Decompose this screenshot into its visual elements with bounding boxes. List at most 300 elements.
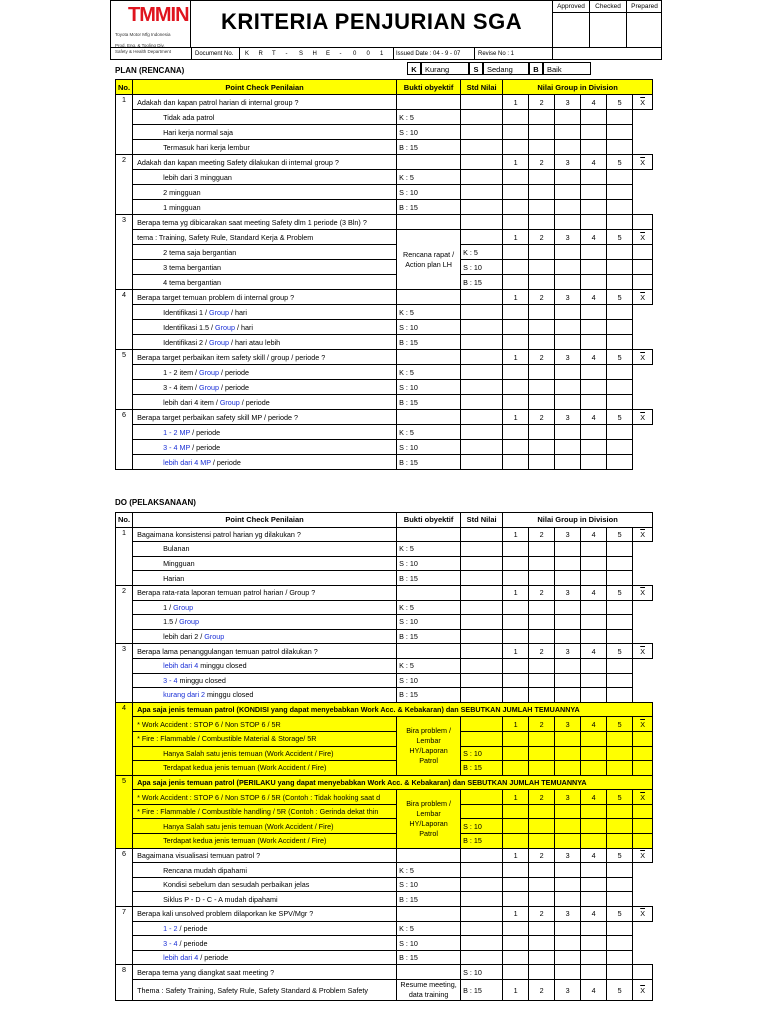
std-empty [461,731,503,746]
option-cell [133,600,397,615]
std-value: S : 10 [397,125,461,140]
option-text: / periode [190,427,221,437]
option-text: 3 - 4 item / [163,382,200,392]
score-cell [503,731,529,746]
score-cell [503,425,529,440]
score-cell [607,658,633,673]
score-cell [555,731,581,746]
std-value: B : 15 [397,571,461,586]
score-cell [461,877,503,892]
col-group: Nilai Group in Division [503,513,653,528]
score-cell [555,629,581,644]
item-no: 8 [116,965,133,1001]
score-cell [529,425,555,440]
score-cell [607,615,633,630]
score-2: 2 [529,155,555,170]
x-bar-symbol: $\overline{X}$ [640,719,645,729]
score-cell [503,804,529,819]
question-row [116,410,653,425]
question-subtext: * Fire : Flammable / Combustible handling / 5R (Contoh : Gerinda dekat thin [133,804,397,819]
x-bar [633,230,653,245]
score-4: 4 [581,848,607,863]
score-3: 3 [555,527,581,542]
score-cell [581,556,607,571]
x-bar-symbol: $\overline{X}$ [640,985,645,995]
score-cell [529,688,555,703]
option-text: / periode [177,938,208,948]
score-cell [529,629,555,644]
score-cell [503,305,529,320]
std-value: B : 15 [397,140,461,155]
score-cell [461,305,503,320]
option-cell [133,440,397,455]
legend-b: B [529,62,543,75]
score-cell [581,834,607,849]
score-5: 5 [607,717,633,732]
score-cell [581,425,607,440]
score-cell [555,834,581,849]
score-cell [555,305,581,320]
score-cell [529,215,555,230]
option-row [116,834,653,849]
question-row [116,95,653,110]
question-subtext: * Work Accident : STOP 6 / Non STOP 6 / 5R [133,717,397,732]
option-text: 1 mingguan [163,202,201,212]
score-cell [581,658,607,673]
option-cell [133,921,397,936]
question-row [116,717,653,732]
score-cell [529,305,555,320]
score-cell [503,863,529,878]
x-bar [633,790,653,805]
score-cell [607,335,633,350]
score-cell [503,615,529,630]
option-row [116,140,653,155]
x-bar [633,527,653,542]
score-cell [555,658,581,673]
score-cell [581,746,607,761]
option-cell [133,892,397,907]
option-row [116,688,653,703]
issued-date: Issued Date : 04 - 9 - 07 [396,51,461,57]
score-cell [461,863,503,878]
doc-no-label: Document No. [195,51,234,57]
score-cell [607,170,633,185]
score-cell [503,834,529,849]
score-2: 2 [529,717,555,732]
col-bukti: Bukti obyektif [397,80,461,95]
score-cell [529,320,555,335]
score-cell [503,335,529,350]
score-cell [607,245,633,260]
std-value: B : 15 [461,834,503,849]
question-subtext: * Work Accident : STOP 6 / Non STOP 6 / 5R (Contoh : Tidak hooking saat d [133,790,397,805]
option-highlight: Group [209,307,230,317]
score-3: 3 [555,350,581,365]
score-cell [607,863,633,878]
score-cell [461,571,503,586]
score-cell [461,629,503,644]
bukti-empty [397,350,461,365]
score-3: 3 [555,410,581,425]
option-highlight: 3 - 4 [163,675,178,685]
score-cell [461,921,503,936]
score-cell [581,863,607,878]
std-value: K : 5 [461,245,503,260]
score-5: 5 [607,527,633,542]
question-row [116,215,653,230]
score-cell [503,140,529,155]
score-5: 5 [607,155,633,170]
std-value: S : 10 [461,819,503,834]
score-cell [461,600,503,615]
score-3: 3 [555,980,581,1001]
score-cell [555,877,581,892]
bukti-empty [397,527,461,542]
option-row [116,125,653,140]
plan-table [115,79,653,470]
option-highlight: 1 - 2 [163,923,178,933]
score-cell [581,936,607,951]
std-value: K : 5 [397,600,461,615]
score-cell [581,804,607,819]
std-empty [461,95,503,110]
question-subtext: Thema : Safety Training, Safety Rule, Safety Standard & Problem Safety [133,980,397,1001]
score-cell [461,892,503,907]
table-header-row [116,80,653,95]
score-cell [633,731,653,746]
score-cell [555,556,581,571]
option-row [116,571,653,586]
document-header [110,0,662,60]
score-cell [529,440,555,455]
score-cell [529,615,555,630]
doc-no-char: E [326,51,331,57]
score-1: 1 [503,410,529,425]
question-row [116,644,653,659]
score-cell [555,380,581,395]
score-cell [503,455,529,470]
question-row [116,731,653,746]
score-cell [529,395,555,410]
score-4: 4 [581,644,607,659]
score-cell [607,440,633,455]
std-empty [461,215,503,230]
doc-no-char: 0 [366,51,370,57]
score-cell [461,455,503,470]
score-2: 2 [529,907,555,922]
score-cell [529,834,555,849]
score-cell [529,380,555,395]
x-bar [633,585,653,600]
score-cell [461,615,503,630]
score-cell [581,185,607,200]
score-cell [555,245,581,260]
score-cell [555,455,581,470]
score-4: 4 [581,907,607,922]
option-row [116,260,653,275]
score-1: 1 [503,644,529,659]
x-bar-symbol: $\overline{X}$ [640,792,645,802]
score-cell [581,365,607,380]
std-value: B : 15 [397,455,461,470]
score-5: 5 [607,980,633,1001]
option-row [116,877,653,892]
score-cell [529,921,555,936]
score-cell [529,455,555,470]
std-value: K : 5 [397,110,461,125]
item-no: 1 [116,527,133,585]
option-row [116,600,653,615]
score-cell [529,260,555,275]
question-text: Bagaimana visualisasi temuan patrol ? [133,848,397,863]
std-value: S : 10 [397,936,461,951]
col-point: Point Check Penilaian [133,513,397,528]
question-text: Apa saja jenis temuan patrol (PERILAKU yang dapat menyebabkan Work Acc. & Kebakaran) dan SEBUTKAN JUMLAH TEMUANNYA [133,775,653,790]
std-value: S : 10 [397,440,461,455]
std-value: B : 15 [461,761,503,776]
score-cell [503,380,529,395]
option-cell [133,245,397,260]
std-value: K : 5 [397,658,461,673]
option-row [116,380,653,395]
option-row [116,921,653,936]
score-cell [607,804,633,819]
score-cell [555,615,581,630]
legend-s-value: Sedang [483,62,529,75]
question-text: Berapa target perbaikan item safety skill / group / periode ? [133,350,397,365]
std-value: B : 15 [397,395,461,410]
option-text: Hanya Salah satu jenis temuan (Work Accident / Fire) [163,748,334,758]
score-cell [607,731,633,746]
score-cell [461,425,503,440]
score-5: 5 [607,350,633,365]
option-text: Bulanan [163,544,190,554]
score-cell [633,761,653,776]
score-cell [555,440,581,455]
x-bar [633,155,653,170]
score-5: 5 [607,848,633,863]
std-empty [461,848,503,863]
option-cell [133,380,397,395]
score-cell [581,305,607,320]
score-cell [503,110,529,125]
score-4: 4 [581,717,607,732]
option-cell [133,556,397,571]
score-cell [529,125,555,140]
option-highlight: Group [219,397,240,407]
option-cell [133,365,397,380]
option-cell [133,275,397,290]
score-2: 2 [529,848,555,863]
option-row [116,542,653,557]
score-4: 4 [581,155,607,170]
score-4: 4 [581,230,607,245]
bukti-empty [397,95,461,110]
score-cell [607,819,633,834]
score-cell [607,965,633,980]
score-cell [555,425,581,440]
question-row [116,350,653,365]
score-cell [529,335,555,350]
score-cell [529,556,555,571]
bukti-obyektif: Resume meeting, data training [397,980,461,1001]
score-cell [633,819,653,834]
question-row [116,527,653,542]
score-cell [529,863,555,878]
score-cell [503,892,529,907]
option-cell [133,395,397,410]
score-cell [633,834,653,849]
score-5: 5 [607,95,633,110]
option-text: / periode [190,442,221,452]
legend-s: S [469,62,483,75]
question-subtext: tema : Training, Safety Rule, Standard Kerja & Problem [133,230,397,245]
score-cell [503,200,529,215]
score-cell [503,658,529,673]
std-empty [461,290,503,305]
question-text: Berapa target temuan problem di internal group ? [133,290,397,305]
question-text: Berapa rata-rata laporan temuan patrol harian / Group ? [133,585,397,600]
score-cell [581,761,607,776]
score-cell [503,215,529,230]
score-cell [529,110,555,125]
std-empty [461,644,503,659]
doc-no-char: - [285,51,288,57]
item-no: 2 [116,585,133,643]
option-highlight: Group [204,632,225,642]
col-no: No. [116,80,133,95]
question-text: Berapa lama penanggulangan temuan patrol dilakukan ? [133,644,397,659]
x-bar-symbol: $\overline{X}$ [640,646,645,656]
score-cell [607,921,633,936]
score-cell [581,335,607,350]
option-cell [133,140,397,155]
doc-no-char: R [258,51,263,57]
company-name: Toyota Motor Mfg Indonesia Prod. Eng. & Tooling Div. Safety & Health Department [115,32,172,54]
score-cell [581,542,607,557]
option-cell [133,425,397,440]
question-row [116,155,653,170]
score-cell [461,688,503,703]
score-cell [607,834,633,849]
option-cell [133,335,397,350]
std-empty [461,527,503,542]
score-3: 3 [555,644,581,659]
std-value: K : 5 [397,365,461,380]
item-no: 7 [116,907,133,965]
option-cell [133,305,397,320]
legend-k-value: Kurang [421,62,469,75]
option-row [116,615,653,630]
score-4: 4 [581,980,607,1001]
std-empty [461,585,503,600]
score-cell [461,542,503,557]
score-1: 1 [503,290,529,305]
option-row [116,863,653,878]
score-5: 5 [607,790,633,805]
x-bar [633,410,653,425]
option-text: Termasuk hari kerja lembur [163,142,250,152]
question-text: Adakah dan kapan patrol harian di internal group ? [133,95,397,110]
score-cell [607,380,633,395]
score-cell [581,688,607,703]
score-1: 1 [503,155,529,170]
document-title: KRITERIA PENJURIAN SGA [221,9,523,34]
std-value: K : 5 [397,170,461,185]
score-cell [555,185,581,200]
score-cell [529,746,555,761]
score-cell [581,215,607,230]
question-row [116,230,653,245]
score-cell [461,320,503,335]
score-5: 5 [607,644,633,659]
option-text: Siklus P - D - C - A mudah dipahami [163,894,278,904]
score-2: 2 [529,527,555,542]
option-cell [133,200,397,215]
score-cell [529,185,555,200]
option-cell [133,950,397,965]
score-4: 4 [581,790,607,805]
score-2: 2 [529,585,555,600]
std-value: K : 5 [397,921,461,936]
score-cell [461,395,503,410]
score-2: 2 [529,350,555,365]
score-cell [461,185,503,200]
score-3: 3 [555,155,581,170]
score-cell [633,245,653,260]
score-1: 1 [503,717,529,732]
score-cell [529,200,555,215]
std-value: B : 15 [397,335,461,350]
option-highlight: Group [199,367,220,377]
score-1: 1 [503,585,529,600]
score-cell [503,819,529,834]
score-2: 2 [529,410,555,425]
question-row [116,980,653,1001]
score-3: 3 [555,585,581,600]
std-value: S : 10 [397,615,461,630]
bukti-empty [397,155,461,170]
question-row [116,775,653,790]
score-cell [503,556,529,571]
option-text: minggu closed [198,661,247,671]
logo-box [111,1,191,54]
option-text: 2 mingguan [163,187,201,197]
score-cell [529,877,555,892]
plan-section-title: PLAN (RENCANA) [115,66,185,75]
score-cell [555,200,581,215]
bukti-empty [397,965,461,980]
do-section-title: DO (PELAKSANAAN) [115,498,196,507]
option-text: 3 tema bergantian [163,262,222,272]
score-cell [581,892,607,907]
score-cell [555,965,581,980]
score-1: 1 [503,790,529,805]
x-bar [633,644,653,659]
score-5: 5 [607,585,633,600]
option-row [116,110,653,125]
std-value: K : 5 [397,425,461,440]
option-text: 1 / [163,602,174,612]
score-cell [607,673,633,688]
option-cell [133,185,397,200]
std-value: S : 10 [461,965,503,980]
score-3: 3 [555,95,581,110]
score-cell [529,892,555,907]
score-1: 1 [503,980,529,1001]
std-value: K : 5 [397,542,461,557]
